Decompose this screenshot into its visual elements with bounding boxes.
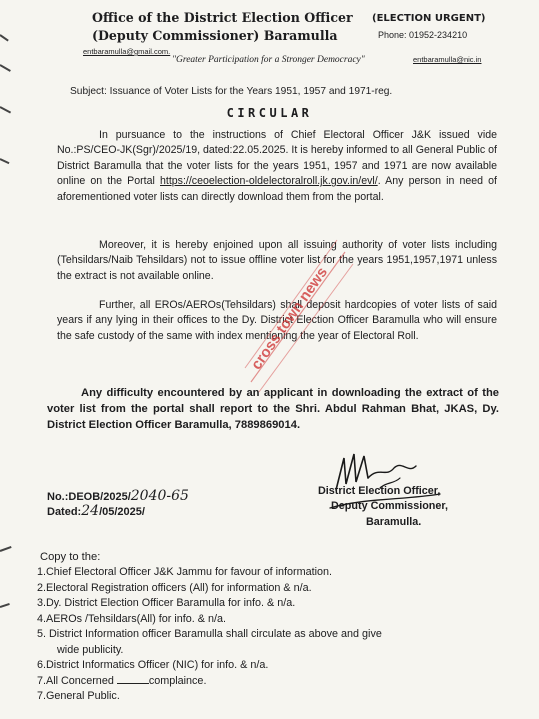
copy-item: 4.AEROs /Tehsildars(All) for info. & n/a. [37, 612, 227, 625]
copy-item-text: 7.All Concerned [37, 674, 114, 687]
copy-item-continuation: wide publicity. [57, 643, 124, 656]
reference-date-rest: /05/2025/ [99, 506, 145, 518]
email-left: entbaramulla@gmail.com. [83, 47, 171, 56]
portal-link[interactable]: https://ceoelection-oldelectoralroll.jk.gov.in/evl/ [160, 175, 378, 188]
edge-mark [0, 158, 9, 164]
watermark-text: cross town news [247, 264, 332, 373]
reference-number-label: No.:DEOB/2025/ [47, 491, 131, 503]
subject-line: Subject: Issuance of Voter Lists for the Years 1951, 1957 and 1971-reg. [70, 86, 393, 97]
email-right: entbaramulla@nic.in [413, 55, 482, 64]
paragraph-2: Moreover, it is hereby enjoined upon all issuing authority of voter lists including (Tehsildars/Naib Tehsildars) not to issue offline voter list for the years 1951,1957,1971 unless the extract is not available online. [57, 239, 497, 282]
urgent-label: (ELECTION URGENT) [372, 13, 486, 24]
reference-number [47, 488, 189, 504]
reference-number-handwritten: 2040-65 [130, 488, 189, 504]
paragraph-1-text: In pursuance to the instructions of Chief Electoral Officer J&K issued vide No.:PS/CEO-JK(Sgr)/2025/19, dated:22.05.2025. It is hereby informed to all General Public of District Baramulla that the voter lists for the years 1951, 1957 and 1971 are now available online on the Portal [57, 129, 497, 188]
paragraph-3: Further, all EROs/AEROs(Tehsildars) shall deposit hardcopies of voter lists of said years if any lying in their offices to the Dy. District Election Officer Baramulla who will ensure the safe custody of the same with index mentioning the year of Electoral Roll. [57, 299, 497, 342]
copy-item [37, 674, 507, 690]
copy-to-heading: Copy to the: [40, 551, 101, 563]
copy-item: 2.Electoral Registration officers (All) for information & n/a. [37, 581, 312, 594]
paragraph-1-tail: . Any person in need of aforementioned voter lists can directly download them from the portal. [57, 175, 498, 203]
copy-item-text: complaince. [148, 674, 207, 687]
copy-item: 5. District Information officer Baramulla shall circulate as above and give [37, 628, 382, 640]
copy-item: 3.Dy. District Election Officer Baramulla for info. & n/a. [37, 597, 296, 609]
blank-line [117, 683, 149, 684]
copy-to-list [37, 565, 507, 705]
deputy-title: (Deputy Commissioner) Baramulla [92, 28, 338, 43]
office-title: Office of the District Election Officer [92, 10, 353, 25]
edge-mark [0, 546, 12, 552]
circular-title: CIRCULAR [226, 106, 313, 120]
signatory-line-2: Deputy Commissioner, [331, 500, 448, 512]
reference-date-label: Dated: [47, 506, 82, 518]
edge-mark [0, 64, 11, 72]
paragraph-1 [57, 128, 497, 205]
reference-date [47, 503, 145, 519]
edge-mark [0, 603, 10, 608]
signatory-line-3: Baramulla. [366, 516, 422, 528]
copy-item: 6.District Informatics Officer (NIC) for info. & n/a. [37, 659, 269, 671]
edge-mark [0, 34, 9, 41]
copy-item: 7.General Public. [37, 690, 120, 702]
phone-number: Phone: 01952-234210 [378, 30, 468, 40]
motto: "Greater Participation for a Stronger Democracy" [172, 55, 365, 65]
copy-item: 1.Chief Electoral Officer J&K Jammu for favour of information. [37, 566, 333, 578]
signatory-line-1: District Election Officer, [318, 485, 441, 497]
paragraph-4: Any difficulty encountered by an applicant in downloading the extract of the voter list from the portal shall report to the Shri. Abdul Rahman Bhat, JKAS, Dy. District Election Officer Baramulla, 7889869014. [47, 387, 499, 431]
reference-date-handwritten: 24 [81, 503, 100, 519]
